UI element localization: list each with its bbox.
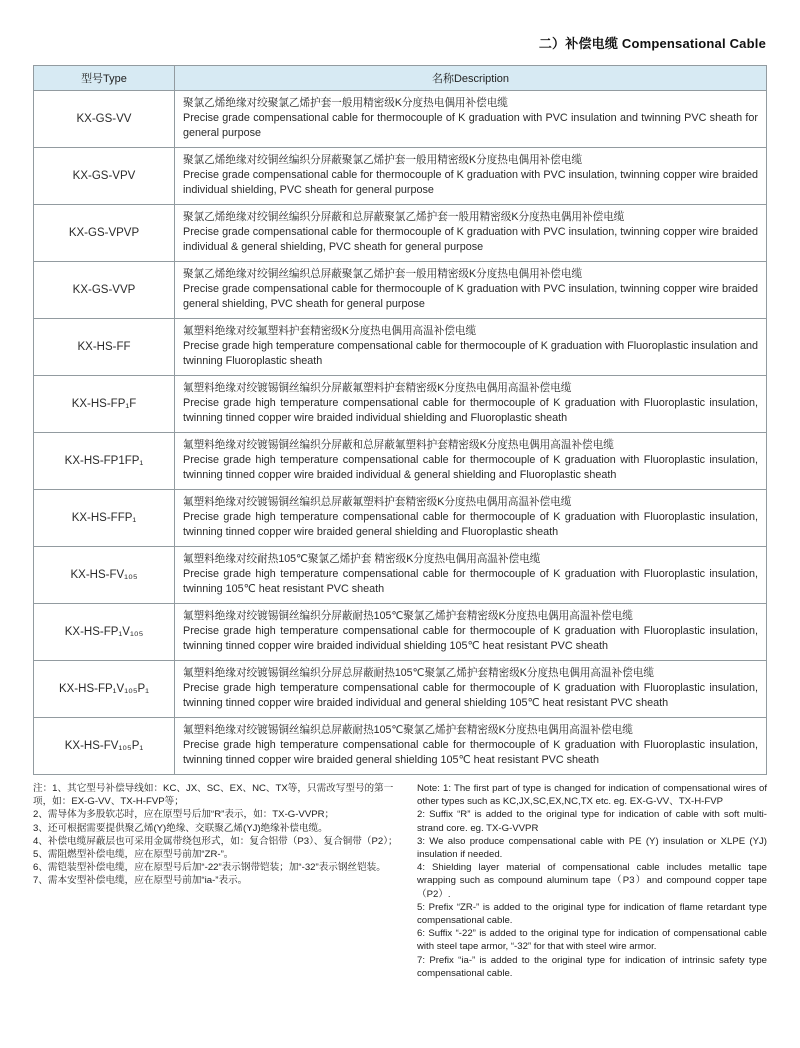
note-item: 2、需导体为多股软芯时，应在原型号后加“R”表示，如：TX-G-VVPR；	[33, 809, 335, 821]
cable-type: KX-HS-FV₁₀₅	[34, 547, 175, 604]
cable-description-cell	[175, 433, 767, 490]
note-item: 5、需阻燃型补偿电缆，应在原型号前加“ZR-”。	[33, 849, 234, 861]
note-item: 4、补偿电缆屏蔽层也可采用金属带绕包形式，如：复合铝带（P3）、复合铜带（P2）；	[33, 835, 398, 847]
notes-section	[33, 782, 767, 980]
description-chinese: 氟塑料绝缘对绞氟塑料护套精密级K分度热电偶用高温补偿电缆	[183, 325, 477, 337]
cable-type: KX-HS-FP₁F	[34, 376, 175, 433]
description-english: Precise grade high temperature compensational cable for thermocouple of K graduation with Fluoroplastic insulation, twinning tinned copper wire braided individual shielding 105℃ heat resistant PVC sheath	[183, 625, 758, 652]
cable-description-cell	[175, 91, 767, 148]
cable-description-cell	[175, 661, 767, 718]
description-english: Precise grade high temperature compensational cable for thermocouple of K graduation with Fluoroplastic insulation and twinning Fluoroplastic sheath	[183, 340, 758, 367]
table-row	[34, 262, 767, 319]
table-row	[34, 205, 767, 262]
note-item: 7、需本安型补偿电缆，应在原型号前加“ia-”表示。	[33, 875, 248, 887]
description-english: Precise grade compensational cable for thermocouple of K graduation with PVC insulation, twinning copper wire braided general shielding, PVC sheath for general purpose	[183, 283, 758, 310]
description-english: Precise grade high temperature compensational cable for thermocouple of K graduation with Fluoroplastic insulation, twinning tinned copper wire braided individual & general shielding and Fluoroplastic sheath	[183, 454, 758, 481]
description-chinese: 氟塑料绝缘对绞镀锡铜丝编织总屏蔽耐热105℃聚氯乙烯护套精密级K分度热电偶用高温补偿电缆	[183, 724, 633, 736]
note-item: 3、还可根据需要提供聚乙烯(Y)绝缘、交联聚乙烯(YJ)绝缘补偿电缆。	[33, 822, 328, 834]
description-chinese: 聚氯乙烯绝缘对绞铜丝编织分屏蔽聚氯乙烯护套一般用精密级K分度热电偶用补偿电缆	[183, 154, 583, 166]
description-chinese: 聚氯乙烯绝缘对绞铜丝编织总屏蔽聚氯乙烯护套一般用精密级K分度热电偶用补偿电缆	[183, 268, 583, 280]
note-item: 6、需铠装型补偿电缆，应在原型号后加“-22”表示钢带铠装；加“-32”表示钢丝铠装。	[33, 862, 386, 874]
table-row	[34, 148, 767, 205]
table-row	[34, 376, 767, 433]
description-english: Precise grade compensational cable for thermocouple of K graduation with PVC insulation, twinning copper wire braided individual shielding, PVC sheath for general purpose	[183, 169, 758, 196]
note-item: Note: 1: The first part of type is changed for indication of compensational wires of other types such as KC,JX,SC,EX,NC,TX etc. eg. EX-G-VV、TX-H-FVP	[417, 783, 767, 808]
description-chinese: 聚氯乙烯绝缘对绞铜丝编织分屏蔽和总屏蔽聚氯乙烯护套一般用精密级K分度热电偶用补偿电缆	[183, 211, 625, 223]
cable-type: KX-GS-VV	[34, 91, 175, 148]
cable-description-cell	[175, 205, 767, 262]
note-item: 5: Prefix “ZR-” is added to the original type for indication of flame retardant type compensational cable.	[417, 901, 767, 927]
cable-type: KX-HS-FP1FP₁	[34, 433, 175, 490]
cable-description-cell	[175, 376, 767, 433]
cable-type: KX-HS-FF	[34, 319, 175, 376]
description-english: Precise grade high temperature compensational cable for thermocouple of K graduation with Fluoroplastic insulation, twinning tinned copper wire braided individual and general shielding 105℃ heat resistant PVC sheath	[183, 682, 758, 709]
cable-type: KX-HS-FFP₁	[34, 490, 175, 547]
cable-description-cell	[175, 148, 767, 205]
cable-type: KX-HS-FV₁₀₅P₁	[34, 718, 175, 775]
table-head	[34, 66, 767, 91]
table-header-row	[34, 66, 767, 91]
page-title: 二）补偿电缆 Compensational Cable	[538, 36, 766, 51]
cable-description-cell	[175, 319, 767, 376]
table-row	[34, 604, 767, 661]
description-english: Precise grade high temperature compensational cable for thermocouple of K graduation with Fluoroplastic insulation, twinning tinned copper wire braided general shielding 105℃ heat resistant PVC sheath	[183, 739, 758, 766]
cable-type: KX-HS-FP₁V₁₀₅P₁	[34, 661, 175, 718]
table-row	[34, 490, 767, 547]
table-row	[34, 718, 767, 775]
cable-description-cell	[175, 490, 767, 547]
column-header-description: 名称Description	[175, 66, 767, 91]
table-row	[34, 91, 767, 148]
cable-description-cell	[175, 718, 767, 775]
cable-type: KX-GS-VPVP	[34, 205, 175, 262]
note-item: 7: Prefix “ia-” is added to the original type for indication of intrinsic safety type compensational cable.	[417, 954, 767, 979]
cable-type: KX-HS-FP₁V₁₀₅	[34, 604, 175, 661]
notes-chinese	[33, 782, 417, 980]
cable-table	[33, 65, 767, 775]
notes-english	[417, 782, 767, 980]
description-chinese: 氟塑料绝缘对绞耐热105℃聚氯乙烯护套 精密级K分度热电偶用高温补偿电缆	[183, 553, 541, 565]
table-row	[34, 661, 767, 718]
cable-description-cell	[175, 604, 767, 661]
cable-type: KX-GS-VVP	[34, 262, 175, 319]
description-english: Precise grade high temperature compensational cable for thermocouple of K graduation with Fluoroplastic insulation, twinning tinned copper wire braided general shielding and Fluoroplastic sheath	[183, 511, 758, 538]
table-row	[34, 433, 767, 490]
column-header-type: 型号Type	[34, 66, 175, 91]
note-item: 2: Suffix “R” is added to the original type for indication of cable with soft multi-strand core. eg. TX-G-VVPR	[417, 809, 767, 834]
table-row	[34, 319, 767, 376]
table-row	[34, 547, 767, 604]
description-english: Precise grade compensational cable for thermocouple of K graduation with PVC insulation and twinning PVC sheath for general purpose	[183, 112, 758, 139]
description-chinese: 氟塑料绝缘对绞镀锡铜丝编织分屏蔽耐热105℃聚氯乙烯护套精密级K分度热电偶用高温补偿电缆	[183, 610, 633, 622]
note-item: 3: We also produce compensational cable with PE (Y) insulation or XLPE (YJ) insulation if needed.	[417, 835, 767, 861]
note-item: 4: Shielding layer material of compensational cable includes metallic tape wrapping such as compound aluminum tape（P3）and compound copper tape（P2）.	[417, 862, 767, 900]
table-body	[34, 91, 767, 775]
description-chinese: 氟塑料绝缘对绞镀锡铜丝编织分屏总屏蔽耐热105℃聚氯乙烯护套精密级K分度热电偶用高温补偿电缆	[183, 667, 654, 679]
description-english: Precise grade compensational cable for thermocouple of K graduation with PVC insulation, twinning copper wire braided individual & general shielding, PVC sheath for general purpose	[183, 226, 758, 253]
description-chinese: 聚氯乙烯绝缘对绞聚氯乙烯护套一般用精密级K分度热电偶用补偿电缆	[183, 97, 508, 109]
description-chinese: 氟塑料绝缘对绞镀锡铜丝编织分屏蔽氟塑料护套精密级K分度热电偶用高温补偿电缆	[183, 382, 572, 394]
cable-description-cell	[175, 262, 767, 319]
description-english: Precise grade high temperature compensational cable for thermocouple of K graduation with Fluoroplastic insulation, twinning 105℃ heat resistant PVC sheath	[183, 568, 758, 595]
description-english: Precise grade high temperature compensational cable for thermocouple of K graduation with Fluoroplastic insulation, twinning tinned copper wire braided individual shielding and Fluoroplastic sheath	[183, 397, 758, 424]
note-item: 6: Suffix “-22” is added to the original type for indication of compensational cable with steel tape armor, “-32” for that with steel wire armor.	[417, 928, 767, 953]
description-chinese: 氟塑料绝缘对绞镀锡铜丝编织总屏蔽氟塑料护套精密级K分度热电偶用高温补偿电缆	[183, 496, 572, 508]
description-chinese: 氟塑料绝缘对绞镀锡铜丝编织分屏蔽和总屏蔽氟塑料护套精密级K分度热电偶用高温补偿电缆	[183, 439, 614, 451]
cable-description-cell	[175, 547, 767, 604]
cable-type: KX-GS-VPV	[34, 148, 175, 205]
note-item: 注：1、其它型号补偿导线如：KC、JX、SC、EX、NC、TX等，只需改写型号的第一项，如：EX-G-VV、TX-H-FVP等；	[33, 783, 394, 808]
